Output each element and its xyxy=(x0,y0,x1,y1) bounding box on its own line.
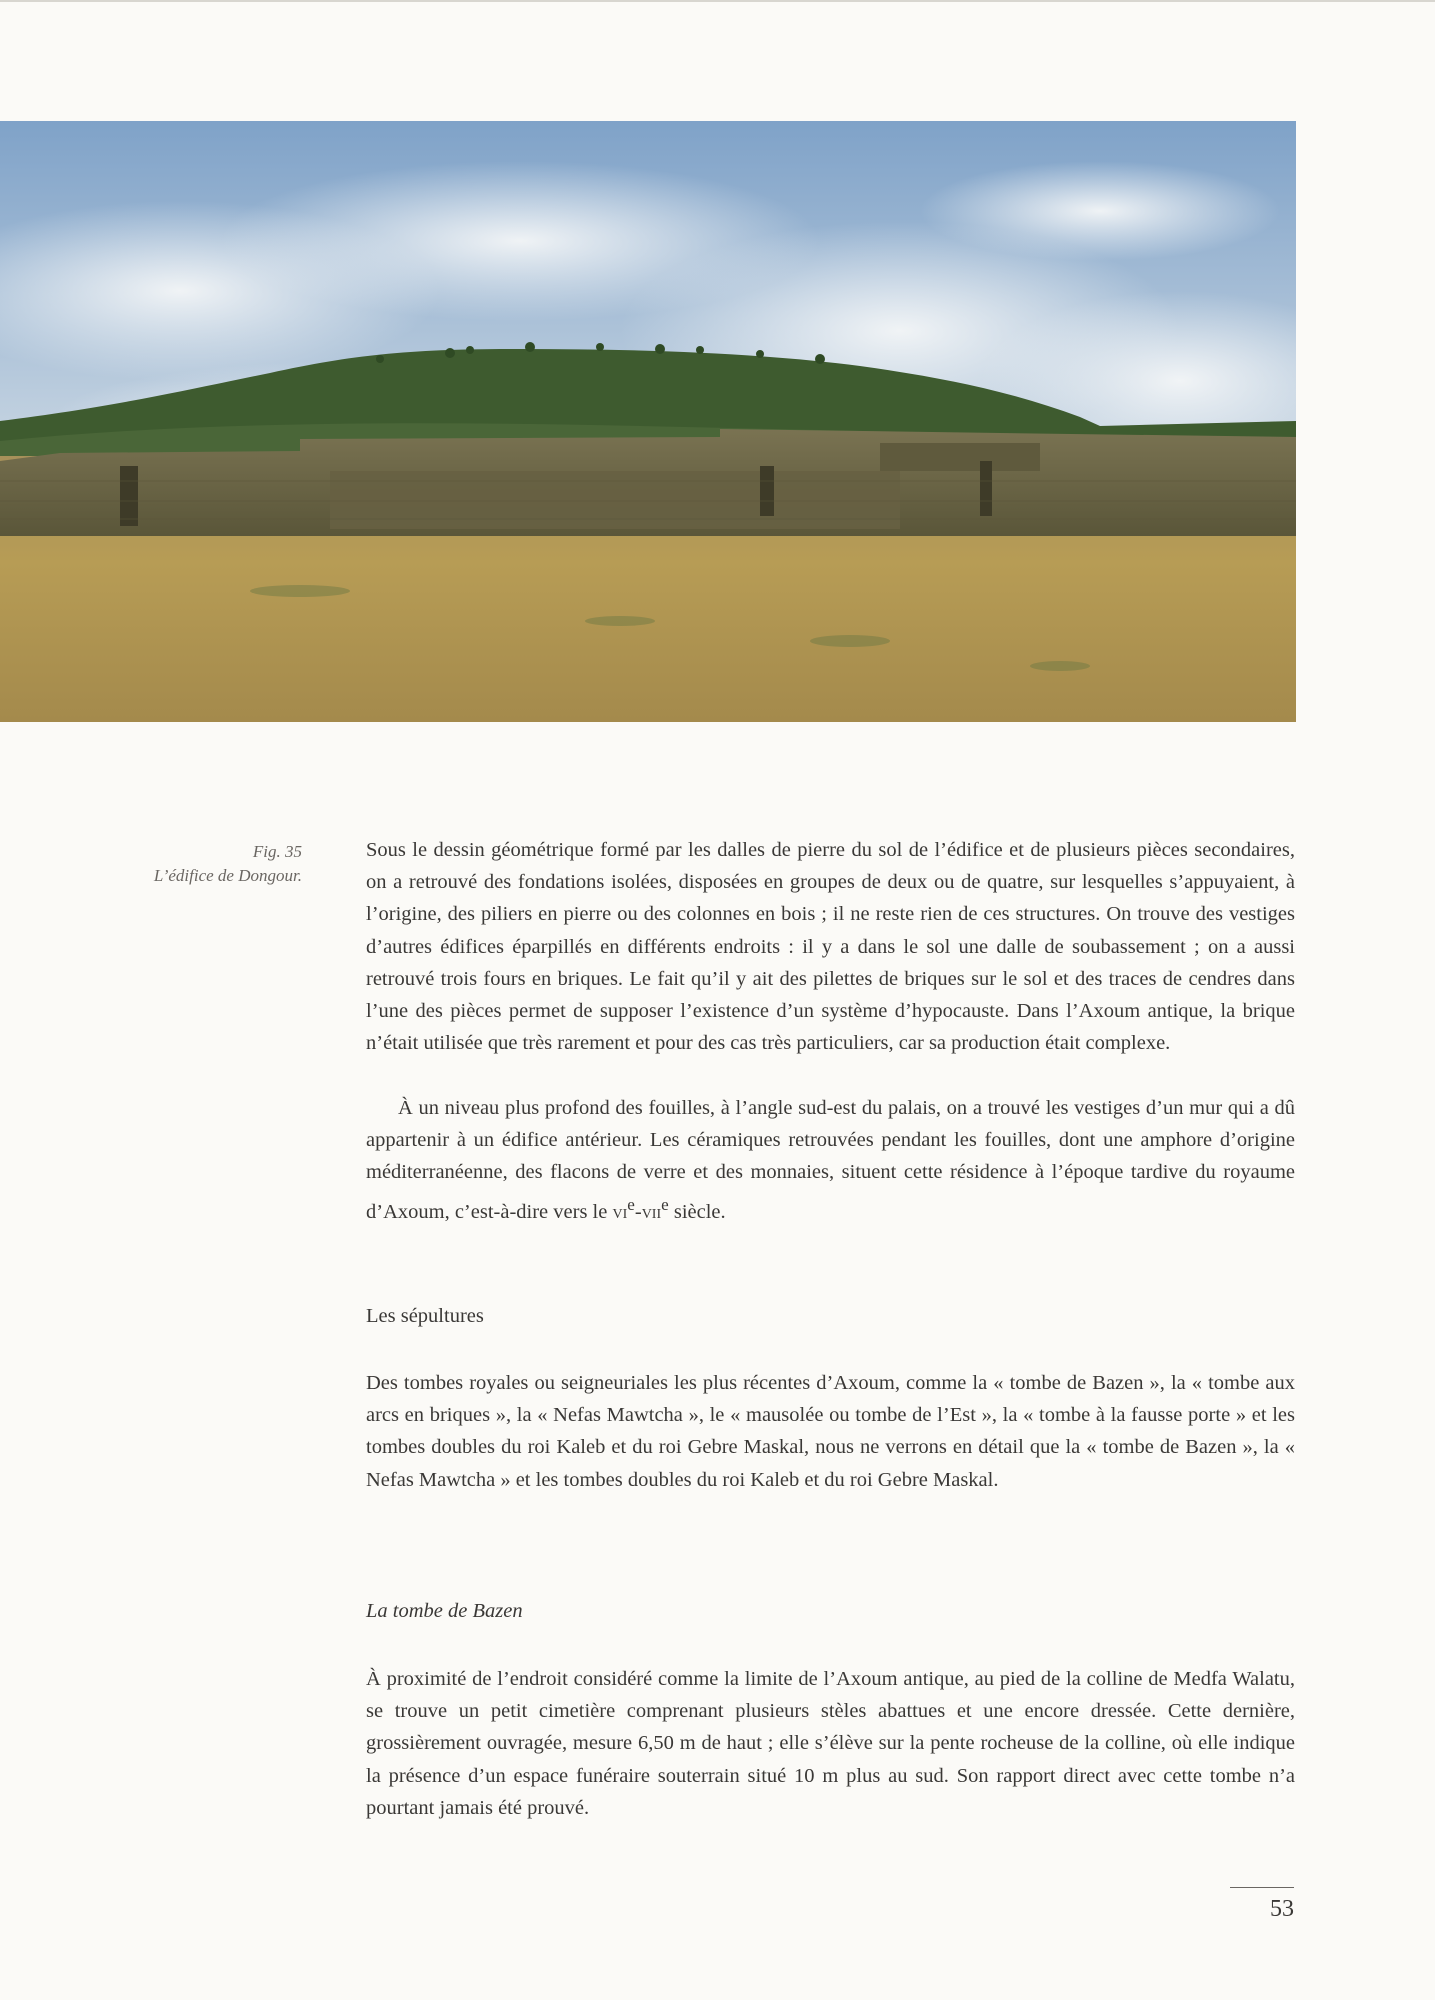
paragraph-2-text xyxy=(366,1092,1295,1228)
dongour-ruins-photo xyxy=(0,121,1296,722)
paragraph-3 xyxy=(366,1367,1295,1496)
subsection-heading-bazen: La tombe de Bazen xyxy=(366,1600,523,1622)
paragraph-4-text: À proximité de l’endroit considéré comme la limite de l’Axoum antique, au pied de la colline de Medfa Walatu, se trouve un petit cimetière comprenant plusieurs stèles abattues et une encore dressée. Cette dernière, grossièrement ouvragée, mesure 6,50 m de haut ; elle s’élève sur la pente rocheuse de la colline, où elle indique la présence d’un espace funéraire souterrain situé 10 m plus au sud. Son rapport direct avec cette tombe n’a pourtant jamais été prouvé. xyxy=(366,1668,1295,1819)
paragraph-1-text: Sous le dessin géométrique formé par les dalles de pierre du sol de l’édifice et de plusieurs pièces secondaires, on a retrouvé des fondations isolées, disposées en groupes de deux ou de quatre, sur lesquelles s’appuyaient, à l’origine, des piliers en pierre ou des colonnes en bois ; il ne reste rien de ces structures. On trouve des vestiges d’autres édifices éparpillés en différents endroits : il y a dans le sol une dalle de soubassement ; on a aussi retrouvé trois fours en briques. Le fait qu’il y ait des pilettes de briques sur le sol et des traces de cendres dans l’une des pièces permet de supposer l’existence d’un système d’hypocauste. Dans l’Axoum antique, la brique n’était utilisée que très rarement et pour des cas très particuliers, car sa production était complexe. xyxy=(366,839,1295,1055)
century-numeral-2: vii xyxy=(641,1200,662,1223)
page-number-rule xyxy=(1230,1887,1294,1888)
paragraph-2-start: À un niveau plus profond des fouilles, à l’angle sud-est du palais, on a trouvé les vestiges d’un mur qui a dû appartenir à un édifice antérieur. Les céramiques retrouvées pendant les fouilles, dont une amphore d’origine méditerranéenne, des flacons de verre et des monnaies, situent cette résidence à l’époque tardive du royaume d’Axoum, c’est-à-dire vers le xyxy=(366,1097,1295,1223)
figure-number: Fig. 35 xyxy=(252,842,302,861)
paragraph-2 xyxy=(366,1092,1295,1228)
figure-title: L’édifice de Dongour. xyxy=(153,866,302,885)
page-number: 53 xyxy=(1270,1896,1294,1922)
site-photograph xyxy=(0,121,1296,722)
century-superscript-2: e xyxy=(661,1194,669,1214)
figure-caption xyxy=(120,840,302,888)
century-numeral-1: vi xyxy=(612,1200,628,1223)
century-superscript-1: e xyxy=(627,1194,635,1214)
century-separator: - xyxy=(634,1200,642,1223)
paragraph-1 xyxy=(366,834,1295,1059)
top-edge-rule xyxy=(0,0,1435,2)
paragraph-3-text: Des tombes royales ou seigneuriales les plus récentes d’Axoum, comme la « tombe de Bazen », la « tombe aux arcs en briques », la « Nefas Mawtcha », le « mausolée ou tombe de l’Est », la « tombe à la fausse porte » et les tombes doubles du roi Kaleb et du roi Gebre Maskal, nous ne verrons en détail que la « tombe de Bazen », la « Nefas Mawtcha » et les tombes doubles du roi Kaleb et du roi Gebre Maskal. xyxy=(366,1372,1295,1491)
paragraph-4 xyxy=(366,1663,1295,1824)
section-heading-sepultures: Les sépultures xyxy=(366,1305,484,1327)
paragraph-2-end: siècle. xyxy=(668,1200,726,1223)
